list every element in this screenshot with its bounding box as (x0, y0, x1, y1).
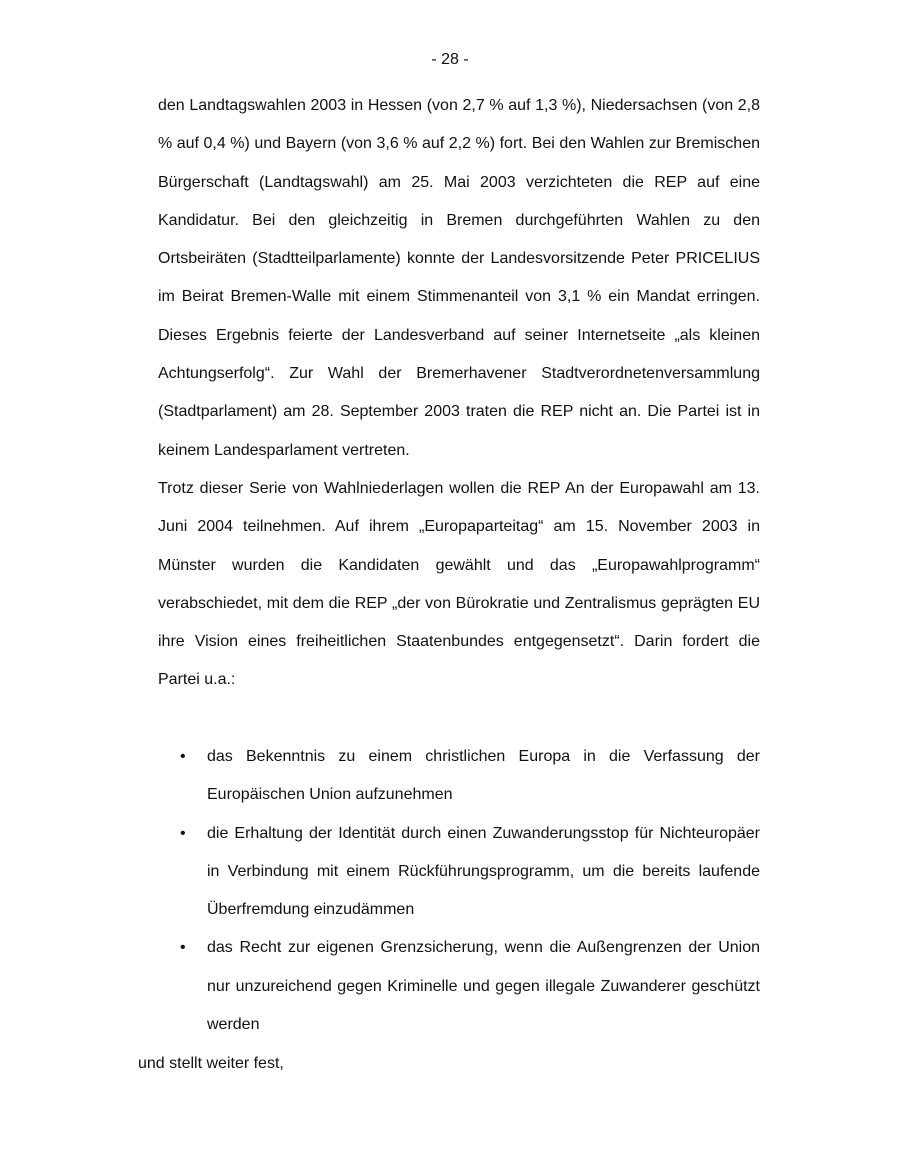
bullet-item-text: die Erhaltung der Identität durch einen Zuwanderungsstop für Nichteuropäer in Verbindung mit einem Rückführungsprogramm, um die bereits laufende Überfremdung einzudämmen (207, 824, 760, 919)
body-paragraph-election-results: den Landtagswahlen 2003 in Hessen (von 2,7 % auf 1,3 %), Niedersachsen (von 2,8 % auf 0,4 %) und Bayern (von 3,6 % auf 2,2 %) fort. Bei den Wahlen zur Bremischen Bürgerschaft (Landtagswahl) am 25. Mai 2003 verzichteten die REP auf eine Kandidatur. Bei den gleichzeitig in Bremen durchgeführten Wahlen zu den Ortsbeiräten (Stadtteilparlamente) konnte der Landesvorsitzende Peter PRICELIUS im Beirat Bremen-Walle mit einem Stimmenanteil von 3,1 % ein Mandat erringen. Dieses Ergebnis feierte der Landesverband auf seiner Internetseite „als kleinen Achtungserfolg“. Zur Wahl der Bremerhavener Stadtverordnetenversammlung (Stadtparlament) am 28. September 2003 traten die REP nicht an. Die Partei ist in keinem Landesparlament vertreten. (158, 97, 760, 459)
bullet-icon: • (180, 939, 186, 957)
bullet-icon: • (180, 748, 186, 765)
page-number: - 28 - (431, 51, 469, 68)
bullet-item-text: das Recht zur eigenen Grenzsicherung, wenn die Außengrenzen der Union nur unzureichend gegen Kriminelle und gegen illegale Zuwanderer geschützt werden (207, 939, 760, 1034)
bullet-item-text: das Bekenntnis zu einem christlichen Europa in die Verfassung der Europäischen Union aufzunehmen (207, 748, 760, 804)
demands-bullet-list (180, 738, 760, 1044)
bullet-item (180, 929, 760, 1044)
body-paragraph-europawahl: Trotz dieser Serie von Wahlniederlagen wollen die REP An der Europawahl am 13. Juni 2004 teilnehmen. Auf ihrem „Europaparteitag“ am 15. November 2003 in Münster wurden die Kandidaten gewählt und das „Europawahlprogramm“ verabschiedet, mit dem die REP „der von Bürokratie und Zentralismus geprägten EU ihre Vision eines freiheitlichen Staatenbundes entgegensetzt“. Darin fordert die Partei u.a.: (158, 480, 760, 689)
bullet-icon: • (180, 824, 186, 842)
bullet-item (180, 815, 760, 930)
bullet-item (180, 738, 760, 815)
closing-line: und stellt weiter fest, (138, 1055, 284, 1072)
